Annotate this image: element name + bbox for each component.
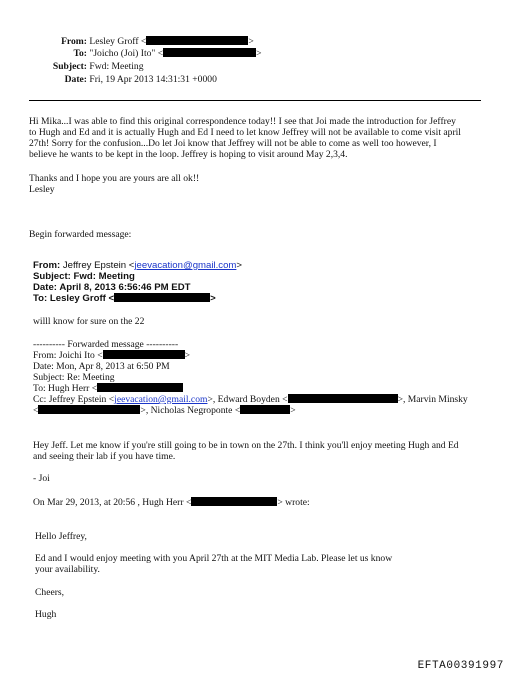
joi-signature: - Joi (33, 473, 50, 484)
quote-line: your availability. (35, 564, 100, 575)
fwd-to-row: To: Lesley Groff < > (33, 293, 216, 304)
outer-to-row: To: "Joicho (Joi) Ito" < > (29, 48, 262, 60)
header-divider (29, 100, 481, 101)
fwd-subject-label: Subject: (33, 271, 71, 282)
inner-from-row: From: Joichi Ito < > (33, 350, 191, 361)
fwd-from-label: From: (33, 260, 61, 271)
signature-lesley: Lesley (29, 184, 55, 195)
redaction-block (240, 405, 290, 414)
begin-forwarded-label: Begin forwarded message: (29, 229, 132, 240)
body-line: Hi Mika...I was able to find this original correspondence today!! I see that Joi made the introduction for Jeffrey (29, 116, 456, 127)
redaction-block (288, 394, 398, 403)
redaction-block (38, 405, 140, 414)
redaction-block (146, 36, 248, 45)
joi-message-line: and seeing their lab if you have time. (33, 451, 176, 462)
outer-from-row: From: Lesley Groff < > (29, 36, 254, 48)
fwd-from-row: From: Jeffrey Epstein <jeevacation@gmail.com> (33, 260, 243, 271)
outer-date-row (29, 74, 217, 86)
outer-subject-row (29, 61, 144, 73)
fwd-from-name: Jeffrey Epstein < (62, 260, 135, 271)
inner-from: From: Joichi Ito < (33, 350, 103, 361)
fwd-subject-row (33, 271, 135, 283)
inner-to: To: Hugh Herr < (33, 383, 98, 394)
fwd-subject-value: Fwd: Meeting (73, 271, 135, 282)
document-id: EFTA00391997 (417, 660, 504, 672)
fwd-date-row (33, 282, 190, 294)
outer-from-label: From: (61, 36, 87, 47)
outer-subject-value: Fwd: Meeting (89, 61, 144, 72)
body-line: believe he wants to be kept in the loop. Jeffrey is hoping to visit around May 2,3,4. (29, 149, 348, 160)
fwd-date-value: April 8, 2013 6:56:46 PM EDT (59, 282, 191, 293)
outer-subject-label: Subject: (52, 61, 87, 72)
fwd-to-value: Lesley Groff < (49, 293, 115, 304)
inner-to-row (33, 383, 183, 395)
redaction-block (163, 48, 256, 57)
redaction-block (97, 383, 183, 392)
quote-greeting: Hello Jeffrey, (35, 531, 87, 542)
fwd-date-label: Date: (33, 282, 57, 293)
fwd-from-email-link[interactable]: jeevacation@gmail.com (134, 260, 237, 271)
outer-to-label: To: (73, 48, 87, 59)
inner-cc-row-2: < >, Nicholas Negroponte < > (33, 405, 296, 416)
redaction-block (114, 293, 210, 302)
quote-line: Ed and I would enjoy meeting with you April 27th at the MIT Media Lab. Please let us know (35, 553, 393, 564)
quote-signature: Hugh (35, 609, 57, 620)
quote-intro-row: On Mar 29, 2013, at 20:56 , Hugh Herr < > wrote: (33, 497, 310, 508)
inner-cc-row: Cc: Jeffrey Epstein <jeevacation@gmail.com>, Edward Boyden < >, Marvin Minsky (33, 394, 468, 405)
joi-message-line: Hey Jeff. Let me know if you're still going to be in town on the 27th. I think you'll enjoy meeting Hugh and Ed (33, 440, 459, 451)
body-line: Thanks and I hope you are yours are all ok!! (29, 173, 200, 184)
redaction-block (103, 350, 185, 359)
inner-subject: Subject: Re: Meeting (33, 372, 115, 383)
fwd-body-line: willl know for sure on the 22 (33, 316, 145, 327)
inner-date: Date: Mon, Apr 8, 2013 at 6:50 PM (33, 361, 170, 372)
outer-from-value: Lesley Groff < (89, 36, 147, 47)
outer-date-label: Date: (64, 74, 87, 85)
fwd-to-label: To: (33, 293, 48, 304)
redaction-block (191, 497, 277, 506)
forwarded-divider: ---------- Forwarded message ---------- (33, 339, 179, 350)
inner-cc-email-link[interactable]: jeevacation@gmail.com (114, 394, 208, 405)
outer-to-value: "Joicho (Joi) Ito" < (89, 48, 164, 59)
body-line: to Hugh and Ed and it is actually Hugh and Ed I need to let know Jeffrey will not be available to come visit april (29, 127, 461, 138)
outer-date-value: Fri, 19 Apr 2013 14:31:31 +0000 (89, 74, 217, 85)
quote-closing: Cheers, (35, 587, 65, 598)
body-line: 27th! Sorry for the confusion...Do let Joi know that Jeffrey will not be able to come as well too however, I (29, 138, 437, 149)
